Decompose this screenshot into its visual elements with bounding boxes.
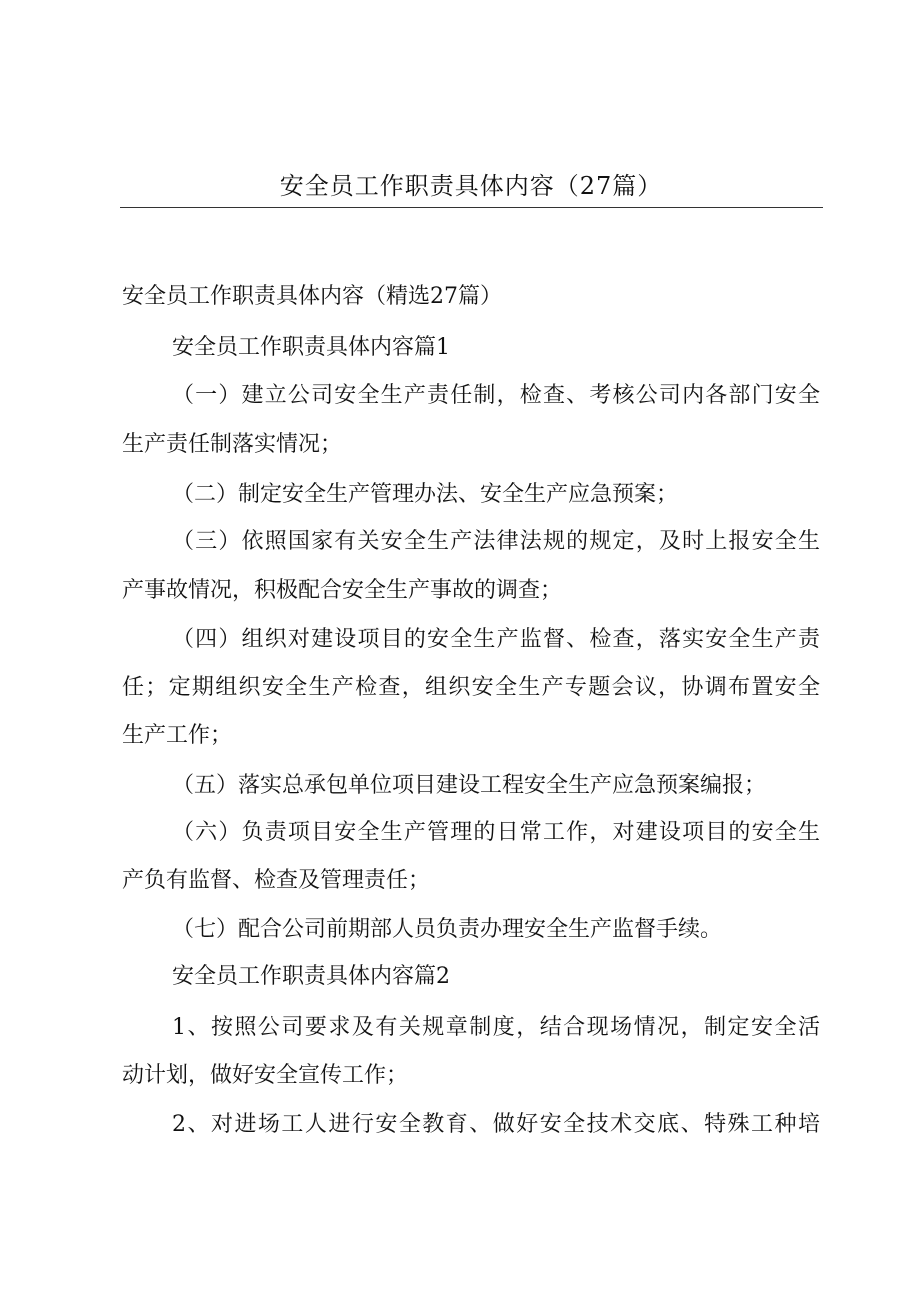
paragraph-line: （四）组织对建设项目的安全生产监督、检查，落实安全生产责 (172, 627, 820, 652)
paragraph-line: 任；定期组织安全生产检查，组织安全生产专题会议，协调布置安全 (122, 675, 820, 700)
section-heading-2: 安全员工作职责具体内容篇2 (172, 964, 450, 989)
paragraph-line: （七）配合公司前期部人员负责办理安全生产监督手续。 (172, 917, 723, 942)
title-underline (120, 207, 823, 208)
paragraph-line: （一）建立公司安全生产责任制，检查、考核公司内各部门安全 (172, 383, 820, 408)
document-subtitle: 安全员工作职责具体内容（精选27篇） (122, 284, 502, 309)
paragraph-line: 2、对进场工人进行安全教育、做好安全技术交底、特殊工种培 (172, 1112, 820, 1137)
paragraph-line: （六）负责项目安全生产管理的日常工作，对建设项目的安全生 (172, 820, 820, 845)
paragraph-line: （二）制定安全生产管理办法、安全生产应急预案； (172, 482, 679, 507)
document-title: 安全员工作职责具体内容（27篇） (279, 172, 663, 200)
paragraph-line: 1、按照公司要求及有关规章制度，结合现场情况，制定安全活 (172, 1015, 820, 1040)
paragraph-line: （三）依照国家有关安全生产法律法规的规定，及时上报安全生 (172, 529, 820, 554)
paragraph-line: （五）落实总承包单位项目建设工程安全生产应急预案编报； (172, 773, 767, 798)
paragraph-line: 动计划，做好安全宣传工作； (122, 1063, 409, 1088)
paragraph-line: 生产工作； (122, 723, 233, 748)
section-heading-1: 安全员工作职责具体内容篇1 (172, 335, 450, 360)
paragraph-line: 产事故情况，积极配合安全生产事故的调查； (122, 578, 563, 603)
paragraph-line: 产负有监督、检查及管理责任； (122, 868, 431, 893)
paragraph-line: 生产责任制落实情况； (122, 432, 343, 457)
